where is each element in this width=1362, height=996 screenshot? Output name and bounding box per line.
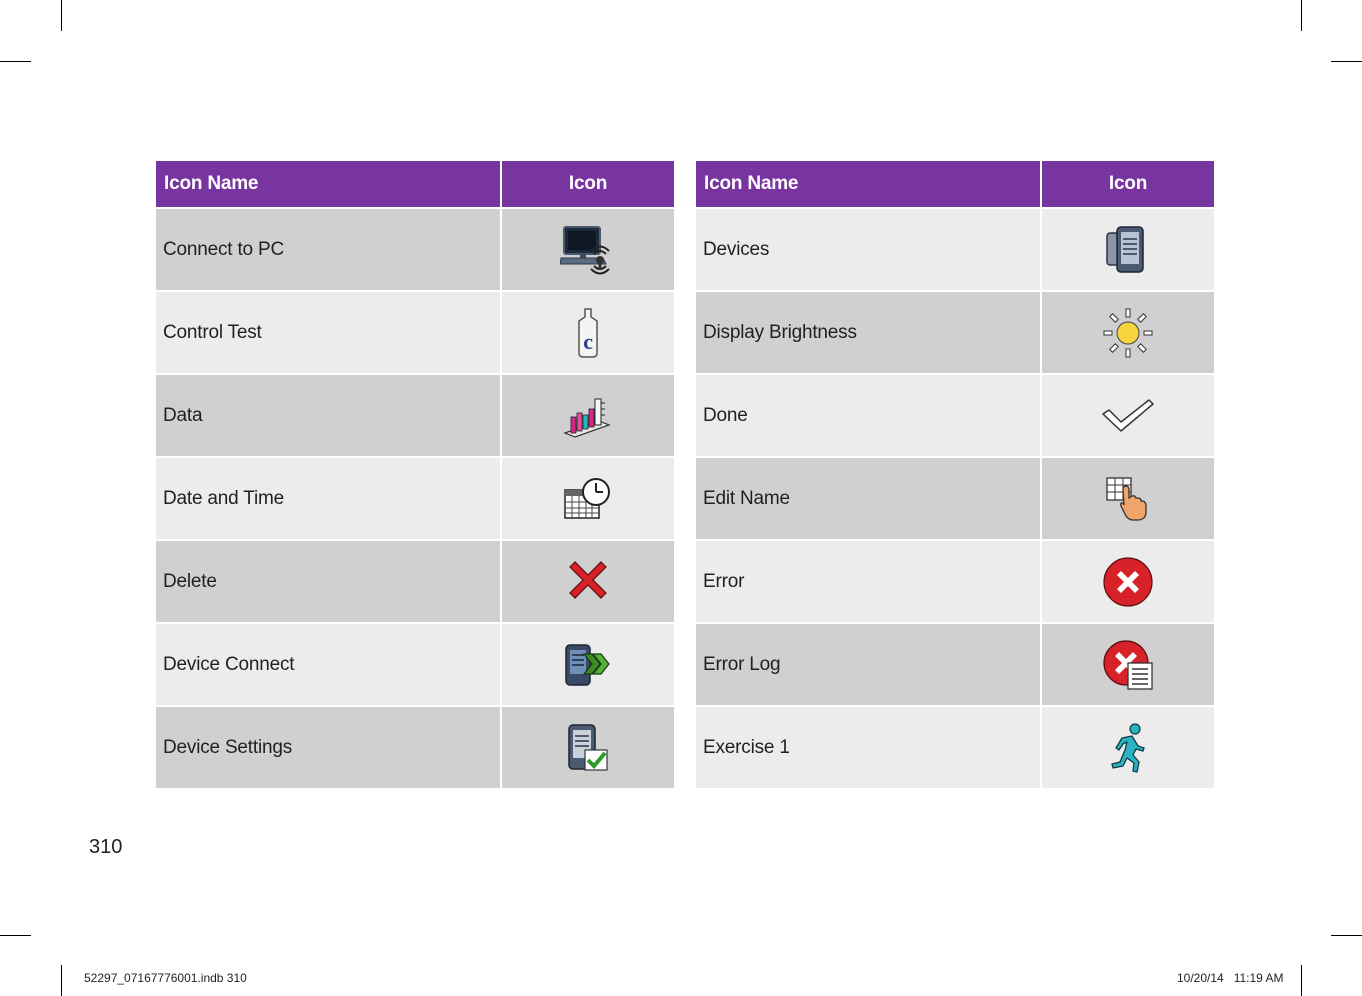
table-row	[156, 456, 674, 539]
icon-table-right	[696, 161, 1214, 788]
table-header-row	[156, 161, 674, 207]
icon-name-cell: Error	[696, 539, 1040, 622]
icon-name-cell: Delete	[156, 539, 500, 622]
icon-cell	[1040, 539, 1214, 622]
page-number: 310	[89, 836, 123, 858]
connect-to-pc-icon	[560, 224, 616, 276]
table-row	[156, 373, 674, 456]
column-header-icon: Icon	[1040, 161, 1214, 207]
icon-cell	[500, 207, 674, 290]
icon-name-cell: Device Settings	[156, 705, 500, 788]
icon-cell	[500, 290, 674, 373]
icon-name-cell: Connect to PC	[156, 207, 500, 290]
crop-mark	[1331, 935, 1362, 936]
svg-text:c: c	[583, 328, 593, 354]
icon-cell	[1040, 456, 1214, 539]
table-row	[156, 539, 674, 622]
icon-cell	[500, 456, 674, 539]
exercise-icon	[1106, 722, 1150, 774]
icon-table-left	[156, 161, 674, 788]
table-row	[696, 705, 1214, 788]
table-row	[696, 207, 1214, 290]
column-header-icon: Icon	[500, 161, 674, 207]
table-row	[156, 290, 674, 373]
icon-name-cell: Control Test	[156, 290, 500, 373]
table-header-row	[696, 161, 1214, 207]
column-header-icon-name: Icon Name	[156, 161, 500, 207]
table-row	[696, 539, 1214, 622]
icon-name-cell: Device Connect	[156, 622, 500, 705]
error-icon	[1102, 556, 1154, 608]
table-row	[696, 373, 1214, 456]
crop-mark	[1301, 965, 1302, 996]
column-header-icon-name: Icon Name	[696, 161, 1040, 207]
footer-file-slug: 52297_07167776001.indb 310	[84, 971, 247, 985]
icon-cell	[1040, 207, 1214, 290]
crop-mark	[61, 0, 62, 31]
icon-name-cell: Date and Time	[156, 456, 500, 539]
control-test-icon	[571, 307, 605, 359]
icon-cell	[1040, 373, 1214, 456]
table-row	[156, 705, 674, 788]
delete-icon	[565, 559, 611, 605]
icon-cell	[1040, 622, 1214, 705]
table-row	[156, 207, 674, 290]
device-connect-icon	[562, 642, 614, 688]
edit-name-icon	[1105, 476, 1151, 522]
table-row	[696, 622, 1214, 705]
devices-icon	[1105, 225, 1151, 275]
icon-cell	[500, 705, 674, 788]
crop-mark	[0, 935, 31, 936]
error-log-icon	[1102, 639, 1154, 691]
icon-cell	[1040, 705, 1214, 788]
date-and-time-icon	[562, 476, 614, 522]
icon-cell	[500, 539, 674, 622]
device-settings-icon	[565, 722, 611, 774]
footer-date-slug: 10/20/14 11:19 AM	[1177, 971, 1284, 985]
icon-name-cell: Edit Name	[696, 456, 1040, 539]
table-row	[696, 290, 1214, 373]
icon-cell	[500, 373, 674, 456]
icon-name-cell: Devices	[696, 207, 1040, 290]
done-icon	[1101, 398, 1155, 434]
table-row	[156, 622, 674, 705]
icon-cell	[500, 622, 674, 705]
crop-mark	[61, 965, 62, 996]
data-icon	[563, 391, 613, 441]
crop-mark	[0, 61, 31, 62]
display-brightness-icon	[1102, 308, 1154, 358]
icon-name-cell: Error Log	[696, 622, 1040, 705]
icon-name-cell: Display Brightness	[696, 290, 1040, 373]
icon-name-cell: Data	[156, 373, 500, 456]
icon-name-cell: Exercise 1	[696, 705, 1040, 788]
table-row	[696, 456, 1214, 539]
icon-cell	[1040, 290, 1214, 373]
icon-name-cell: Done	[696, 373, 1040, 456]
crop-mark	[1331, 61, 1362, 62]
crop-mark	[1301, 0, 1302, 31]
